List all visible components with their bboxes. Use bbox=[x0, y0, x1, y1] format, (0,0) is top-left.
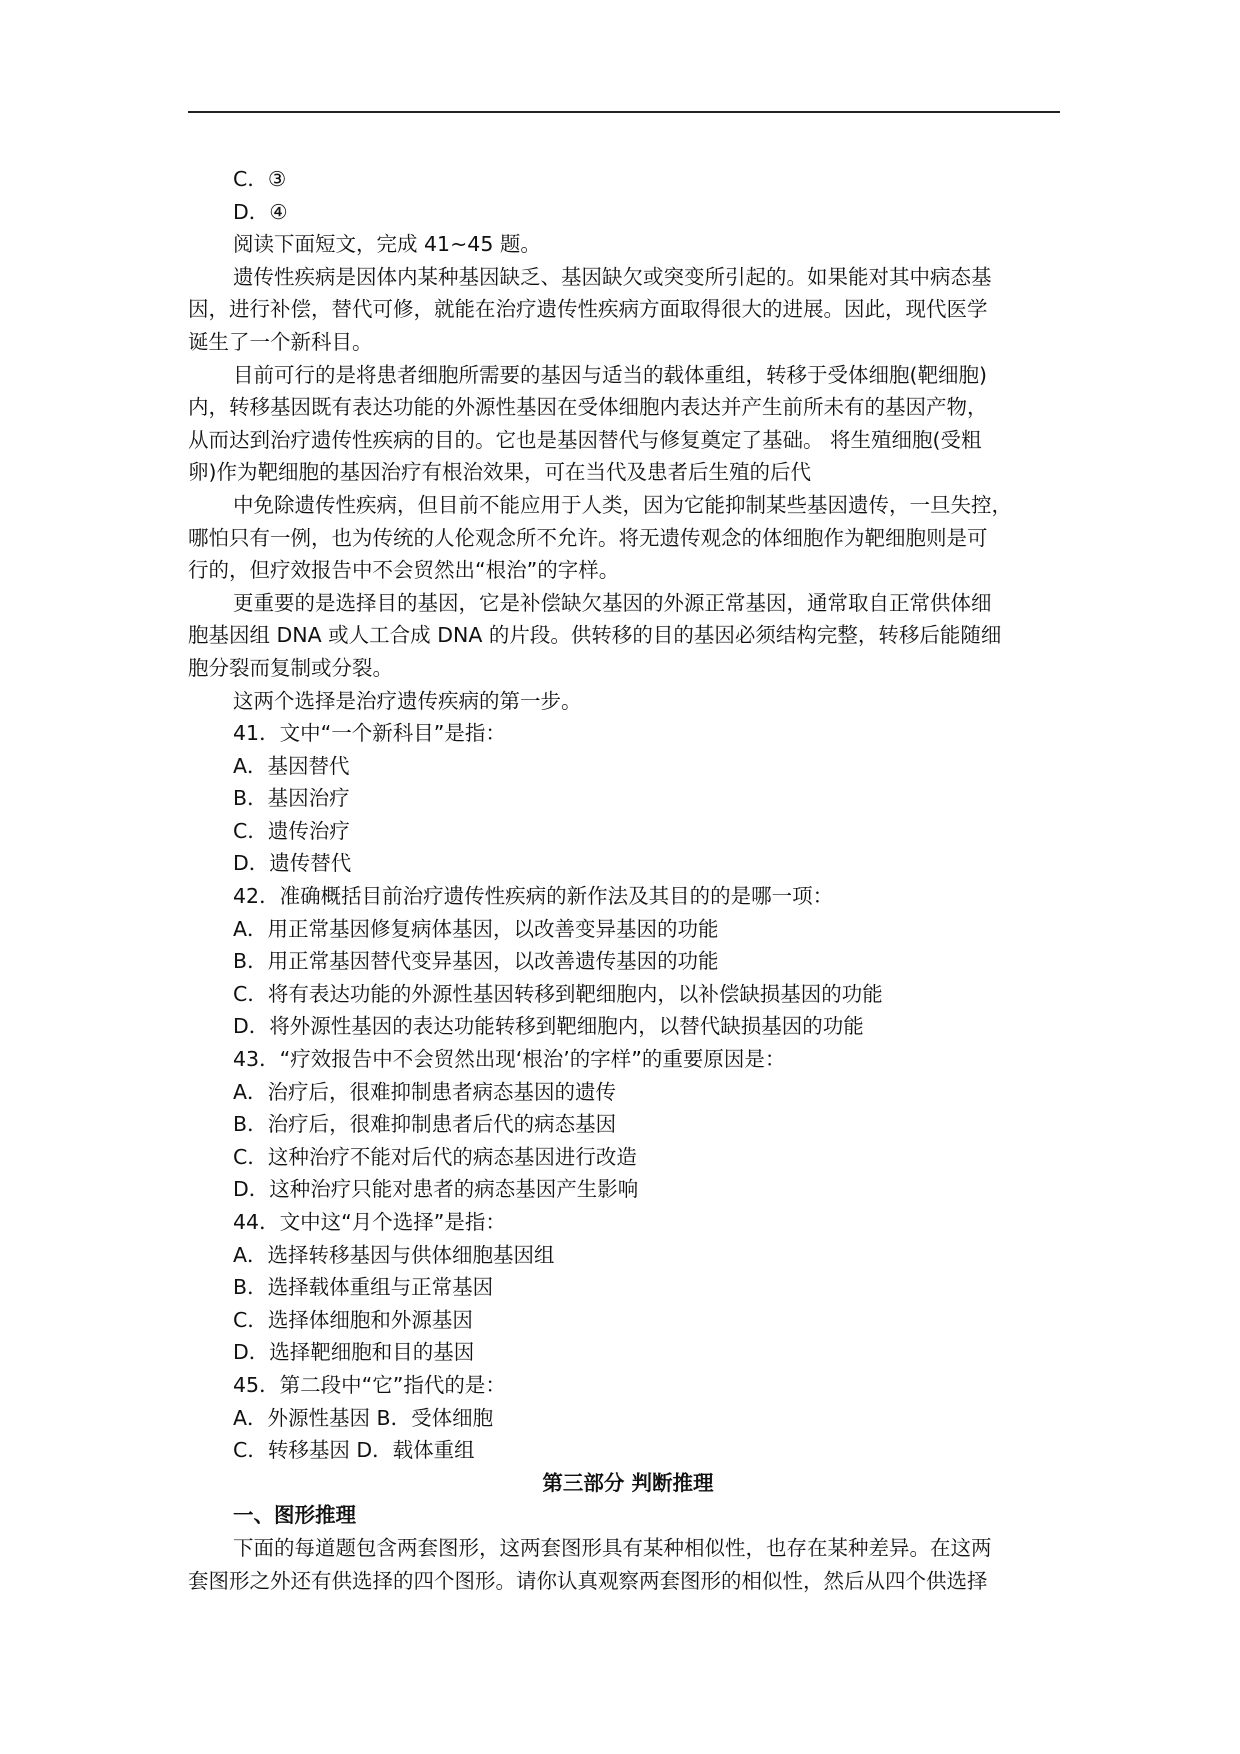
text-line: 行的，但疗效报告中不会贸然出“根治”的字样。 bbox=[188, 558, 620, 583]
text-line: 阅读下面短文，完成 41~45 题。 bbox=[233, 232, 541, 257]
text-line: A．外源性基因 B．受体细胞 bbox=[233, 1405, 494, 1430]
instructions bbox=[188, 1532, 1068, 1597]
text-line: 哪怕只有一例，也为传统的人伦观念所不允许。将无遗传观念的体细胞作为靶细胞则是可 bbox=[188, 525, 988, 550]
text-line: D．将外源性基因的表达功能转移到靶细胞内，以替代缺损基因的功能 bbox=[233, 1014, 864, 1039]
text-line: C．转移基因 D．载体重组 bbox=[233, 1438, 475, 1463]
text-line: C．遗传治疗 bbox=[233, 818, 350, 843]
text-line: 从而达到治疗遗传性疾病的目的。它也是基因替代与修复奠定了基础。 将生殖细胞(受粗 bbox=[188, 427, 982, 452]
text-line: 下面的每道题包含两套图形，这两套图形具有某种相似性，也存在某种差异。在这两 bbox=[233, 1535, 992, 1560]
text-line: A．用正常基因修复病体基因，以改善变异基因的功能 bbox=[233, 916, 719, 941]
text-line: B．基因治疗 bbox=[233, 786, 350, 811]
text-line: C．这种治疗不能对后代的病态基因进行改造 bbox=[233, 1144, 637, 1169]
text-line: D．④ bbox=[233, 199, 288, 224]
text-line: 诞生了一个新科目。 bbox=[188, 329, 373, 354]
text-line: B．选择载体重组与正常基因 bbox=[233, 1275, 494, 1300]
text-line: A．基因替代 bbox=[233, 753, 350, 778]
text-line: 卵)作为靶细胞的基因治疗有根治效果，可在当代及患者后生殖的后代 bbox=[188, 460, 811, 485]
text-line: D．选择靶细胞和目的基因 bbox=[233, 1340, 475, 1365]
text-line: 45．第二段中“它”指代的是： bbox=[233, 1372, 506, 1397]
text-line: 中免除遗传性疾病，但目前不能应用于人类，因为它能抑制某些基因遗传，一旦失控， bbox=[233, 492, 1012, 517]
text-line: 因，进行补偿，替代可修，就能在治疗遗传性疾病方面取得很大的进展。因此，现代医学 bbox=[188, 297, 988, 322]
text-line: 这两个选择是治疗遗传疾病的第一步。 bbox=[233, 688, 582, 713]
text-line: A．治疗后，很难抑制患者病态基因的遗传 bbox=[233, 1079, 617, 1104]
subsection-title: 一、图形推理 bbox=[233, 1503, 356, 1528]
text-line: 目前可行的是将患者细胞所需要的基因与适当的载体重组，转移于受体细胞(靶细胞) bbox=[233, 362, 987, 387]
text-line: 遗传性疾病是因体内某种基因缺乏、基因缺欠或突变所引起的。如果能对其中病态基 bbox=[233, 264, 992, 289]
text-line: B．用正常基因替代变异基因，以改善遗传基因的功能 bbox=[233, 949, 719, 974]
text-line: 更重要的是选择目的基因，它是补偿缺欠基因的外源正常基因，通常取自正常供体细 bbox=[233, 590, 992, 615]
text-line: B．治疗后，很难抑制患者后代的病态基因 bbox=[233, 1112, 617, 1137]
text-line: D．这种治疗只能对患者的病态基因产生影响 bbox=[233, 1177, 639, 1202]
text-line: 胞分裂而复制或分裂。 bbox=[188, 655, 393, 680]
text-line: 43．“疗效报告中不会贸然出现‘根治’的字样”的重要原因是： bbox=[233, 1047, 786, 1072]
passage-and-questions bbox=[188, 163, 1068, 1467]
text-line: C．选择体细胞和外源基因 bbox=[233, 1307, 473, 1332]
section-title: 第三部分 判断推理 bbox=[542, 1470, 714, 1495]
text-line: 套图形之外还有供选择的四个图形。请你认真观察两套图形的相似性，然后从四个供选择 bbox=[188, 1568, 988, 1593]
text-line: 胞基因组 DNA 或人工合成 DNA 的片段。供转移的目的基因必须结构完整，转移后能随细 bbox=[188, 623, 1002, 648]
text-line: 41．文中“一个新科目”是指： bbox=[233, 721, 506, 746]
text-line: 42．准确概括目前治疗遗传性疾病的新作法及其目的的是哪一项： bbox=[233, 884, 834, 909]
text-line: 内，转移基因既有表达功能的外源性基因在受体细胞内表达并产生前所未有的基因产物， bbox=[188, 395, 988, 420]
text-line: C．③ bbox=[233, 167, 287, 191]
text-line: D．遗传替代 bbox=[233, 851, 352, 876]
header-rule bbox=[188, 111, 1060, 113]
text-line: 44．文中这“月个选择”是指： bbox=[233, 1210, 506, 1234]
text-line: A．选择转移基因与供体细胞基因组 bbox=[233, 1242, 555, 1267]
text-line: C．将有表达功能的外源性基因转移到靶细胞内，以补偿缺损基因的功能 bbox=[233, 981, 883, 1006]
document-body bbox=[188, 163, 1068, 1597]
